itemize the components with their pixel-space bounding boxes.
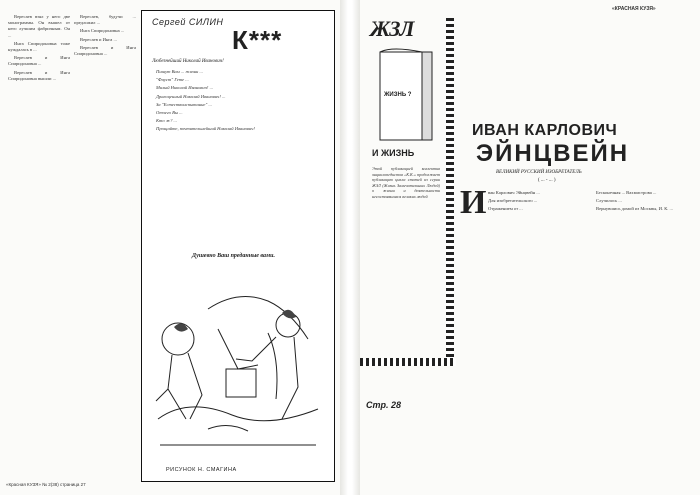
- paragraph: Бесконечная ... Вахмистрова ...: [596, 190, 657, 195]
- zhzl-logo: ЖЗЛ: [370, 16, 414, 41]
- letter-greeting: Любезнейший Николай Иванович!: [152, 59, 224, 64]
- paragraph: За "Естествоиспытание" ...: [156, 101, 212, 107]
- article-title-name: ИВАН КАРЛОВИЧ: [472, 122, 618, 139]
- paragraph: Драгоценный Николай Иванович! ...: [156, 93, 226, 99]
- letter-title: К***: [232, 25, 283, 55]
- left-footer: «Красная КУЗЯ» № 2(38) страница 27: [6, 482, 86, 487]
- paragraph: ван Карлович Эйнцвейн ...: [488, 190, 540, 195]
- article-subtitle: ВЕЛИКИЙ РУССКИЙ ИЗОБРЕТАТЕЛЬ: [496, 170, 582, 175]
- intro-text: Этой публикацией коллектив энциклопедистов «К.К.» продолжает публикацию цикла статей из серии ЖЗЛ (Жизнь Замечательных Людей) о жизни и деятельности несостоявшихся великих людей: [372, 166, 440, 199]
- ornament-border: [360, 358, 456, 366]
- article-title-surname: ЭЙНЦВЕЙН: [476, 140, 630, 167]
- left-column-2: [74, 14, 136, 474]
- drop-cap: И: [460, 184, 487, 221]
- paragraph: Вересаев и Инга Спиридоновна вышли ...: [8, 69, 70, 81]
- paragraph: Отчего Вы ...: [156, 110, 183, 116]
- paragraph: Кто ж? ...: [156, 118, 177, 124]
- paragraph: Милый Николай Иванович! ...: [156, 85, 214, 91]
- letter-author: Сергей СИЛИН: [152, 17, 224, 27]
- right-header: «КРАСНАЯ КУЗЯ»: [612, 6, 656, 12]
- paragraph: Вересаев взял у него две монограммы. Он вышел от него лучшим фабричным. Он ...: [8, 14, 70, 38]
- illustration: [148, 269, 328, 461]
- paragraph: Инга Спиридоновна ...: [80, 28, 125, 34]
- page-label: Стр. 28: [366, 400, 402, 410]
- ornament-border: [446, 18, 454, 358]
- paragraph: Вересаев и Инга Спиридоновна ...: [8, 55, 70, 67]
- gutter: [340, 0, 360, 495]
- right-page: [360, 0, 700, 495]
- letter-box: [141, 10, 335, 482]
- letter-signoff: Душевно Ваш преданные вами.: [192, 253, 275, 259]
- and-life-label: И ЖИЗНЬ: [372, 148, 415, 158]
- paragraph: Вересаев, будучи ... предложил ...: [74, 14, 136, 26]
- article-dates: ( ... - ... ): [538, 178, 556, 183]
- paragraph: Для изобретательского ...: [488, 198, 538, 204]
- paragraph: Вернувшись домой из Москвы, И. К. ...: [596, 206, 674, 212]
- paragraph: Пишут Вам ... жизни ...: [156, 69, 203, 74]
- left-column-1: [8, 14, 70, 474]
- paragraph: Прощайте, почтительнейший Николай Иванович!: [156, 126, 255, 132]
- paragraph: Случилось ...: [596, 198, 622, 204]
- paragraph: Отражением от ...: [488, 206, 523, 212]
- illustration-caption: РИСУНОК Н. СМАГИНА: [166, 467, 237, 473]
- book-spine-label: ЖИЗНЬ ?: [384, 92, 412, 98]
- paragraph: Вересаев и Инга Спиридоновна ...: [74, 44, 136, 57]
- article-column-b: [590, 190, 690, 470]
- paragraph: Вересаев и Инга ...: [80, 36, 117, 42]
- left-page: [0, 0, 340, 495]
- paragraph: "Фауст" Гете ...: [156, 77, 189, 83]
- paragraph: Инга Спиридоновна тоже нуждалась в ...: [8, 40, 70, 53]
- article-column-a: [482, 190, 582, 440]
